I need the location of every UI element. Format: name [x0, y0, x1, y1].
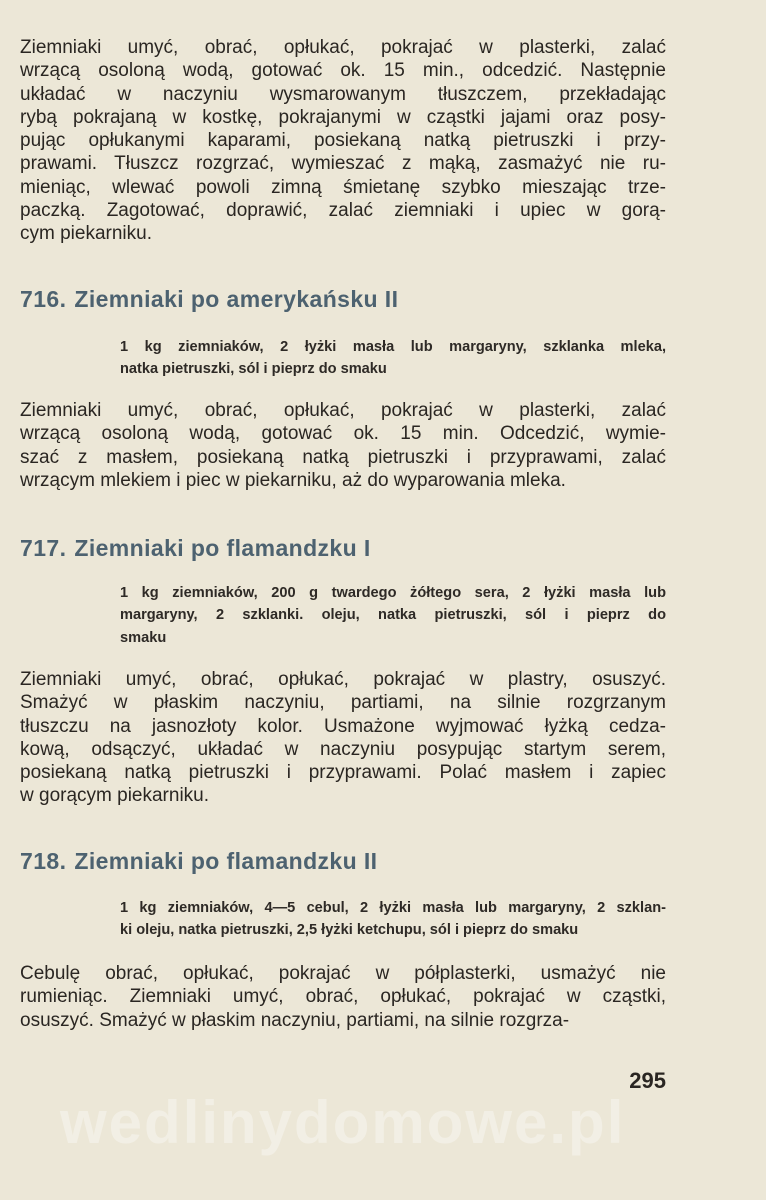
- ingredients-line: margaryny, 2 szklanki. oleju, natka pietruszki, sól i pieprz do: [120, 607, 666, 624]
- recipe-717-heading: [20, 535, 666, 562]
- text-line: wrzącym mlekiem i piec w piekarniku, aż do wyparowania mleka.: [20, 469, 566, 491]
- recipe-number: 718.: [20, 848, 67, 874]
- recipe-718-method: [20, 962, 666, 1032]
- text-line: mieniąc, wlewać powoli zimną śmietanę szybko mieszając trze-: [20, 176, 666, 198]
- recipe-718-ingredients: [120, 897, 666, 942]
- text-line: szać z masłem, posiekaną natką pietruszki i przyprawami, zalać: [20, 446, 666, 468]
- text-line: prawami. Tłuszcz rozgrzać, wymieszać z mąką, zasmażyć nie ru-: [20, 153, 666, 175]
- text-line: pując opłukanymi kaparami, posiekaną natką pietruszki i przy-: [20, 130, 666, 152]
- recipe-717-ingredients: [120, 582, 666, 649]
- text-line: wrzącą osoloną wodą, gotować ok. 15 min. Odcedzić, wymie-: [20, 423, 666, 445]
- ingredients-line: ki oleju, natka pietruszki, 2,5 łyżki ketchupu, sól i pieprz do smaku: [120, 922, 579, 939]
- text-line: posiekaną natką pietruszki i przyprawami. Polać masłem i zapiec: [20, 762, 666, 784]
- recipe-title: Ziemniaki po flamandzku I: [74, 535, 371, 561]
- ingredients-line: smaku: [120, 629, 167, 646]
- recipe-number: 716.: [20, 286, 67, 312]
- text-line: w gorącym piekarniku.: [20, 785, 210, 807]
- recipe-716-method: [20, 399, 666, 492]
- text-line: Ziemniaki umyć, obrać, opłukać, pokrajać w plastry, osuszyć.: [20, 669, 666, 690]
- text-line: tłuszczu na jasnozłoty kolor. Usmażone wyjmować łyżką cedza-: [20, 715, 666, 737]
- recipe-number: 717.: [20, 535, 67, 561]
- text-line: Ziemniaki umyć, obrać, opłukać, pokrajać w plasterki, zalać: [20, 37, 666, 58]
- text-line: wrzącą osoloną wodą, gotować ok. 15 min., odcedzić. Następnie: [20, 60, 666, 82]
- recipe-title: Ziemniaki po amerykańsku II: [74, 286, 399, 312]
- text-line: układać w naczyniu wysmarowanym tłuszczem, przekładając: [20, 83, 666, 105]
- ingredients-line: 1 kg ziemniaków, 2 łyżki masła lub margaryny, szklanka mleka,: [120, 339, 666, 355]
- text-line: kową, odsączyć, układać w naczyniu posypując startym serem,: [20, 738, 666, 760]
- text-line: Ziemniaki umyć, obrać, opłukać, pokrajać w plasterki, zalać: [20, 400, 666, 421]
- text-line: paczką. Zagotować, doprawić, zalać ziemniaki i upiec w gorą-: [20, 200, 666, 222]
- intro-paragraph: [20, 36, 666, 246]
- recipe-716-ingredients: [120, 336, 666, 381]
- text-line: rybą pokrajaną w kostkę, pokrajanymi w cząstki jajami oraz posy-: [20, 106, 666, 128]
- recipe-title: Ziemniaki po flamandzku II: [74, 848, 378, 874]
- text-line: cym piekarniku.: [20, 223, 152, 245]
- text-line: Cebulę obrać, opłukać, pokrajać w półplasterki, usmażyć nie: [20, 963, 666, 984]
- page-number: 295: [629, 1068, 666, 1093]
- text-line: osuszyć. Smażyć w płaskim naczyniu, partiami, na silnie rozgrza-: [20, 1009, 570, 1031]
- ingredients-line: natka pietruszki, sól i pieprz do smaku: [120, 361, 387, 378]
- text-line: rumieniąc. Ziemniaki umyć, obrać, opłukać, pokrajać w cząstki,: [20, 986, 666, 1008]
- recipe-716-heading: [20, 286, 666, 313]
- recipe-718-heading: [20, 848, 666, 875]
- recipe-717-method: [20, 668, 666, 808]
- text-line: Smażyć w płaskim naczyniu, partiami, na silnie rozgrzanym: [20, 692, 666, 714]
- ingredients-line: 1 kg ziemniaków, 4—5 cebul, 2 łyżki masła lub margaryny, 2 szklan-: [120, 900, 666, 916]
- watermark: wedlinydomowe.pl: [60, 1089, 626, 1156]
- ingredients-line: 1 kg ziemniaków, 200 g twardego żółtego sera, 2 łyżki masła lub: [120, 585, 666, 601]
